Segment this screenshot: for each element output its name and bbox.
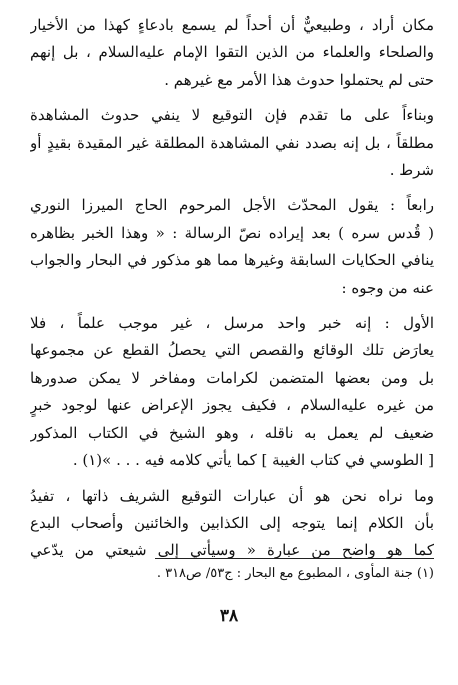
text-line: والصلحاء والعلماء من الذين التقوا الإمام عليه‌السلام ، بل إنهم	[30, 43, 434, 62]
footnote-divider	[155, 558, 434, 559]
text-line: وما نراه نحن هو أن عبارات التوقيع الشريف ذاتها ، تفيدُ	[30, 486, 434, 505]
page-number: ٣٨	[219, 606, 239, 626]
paragraph-2	[30, 102, 434, 184]
paragraph-3	[30, 192, 434, 302]
text-line: ( قُدس سره ) بعد إيراده نصّ الرسالة : « وهذا الخبر بظاهره	[30, 223, 434, 242]
text-line: حتى لم يحتملوا حدوث هذا الأمر مع غيرهم .	[164, 70, 434, 89]
text-line: الأول : إنه خبر واحد مرسل ، غير موجب علماً ، فلا	[30, 314, 434, 333]
text-line: ضعيف لم يعمل به ناقله ، وهو الشيخ في الكتاب المذكور	[30, 423, 434, 442]
text-line: يعارَض تلك الوقائع والقصص التي يحصلُ القطع عن مجموعها	[30, 341, 434, 360]
text-line: وبناءاً على ما تقدم فإن التوقيع لا ينفي حدوث المشاهدة	[30, 106, 434, 125]
footnote: (١) جنة المأوى ، المطبوع مع البحار : ج٥٣/ ص٣١٨ .	[156, 566, 434, 581]
text-line: بأن الكلام إنما يتوجه إلى الكذابين والخائنين وأصحاب البدع	[30, 513, 434, 532]
text-line: عنه من وجوه :	[341, 278, 434, 297]
paragraph-4	[30, 310, 434, 474]
text-line: من غيره عليه‌السلام ، فكيف يجوز الإعراض عنها لوجود خبرٍ	[30, 396, 434, 415]
text-line: كما هو واضح من عبارة « وسيأتي إلى شيعتي من يدّعي	[30, 541, 434, 560]
text-line: مطلقاً ، بل إنه بصدد نفي المشاهدة المطلقة غير المقيدة بقيدٍ أو	[30, 133, 434, 152]
body-text	[30, 12, 434, 565]
paragraph-5	[30, 483, 434, 565]
text-line: بل ومن بعضها المتضمن لكرامات ومفاخر لا يمكن صدورها	[30, 368, 434, 387]
text-line: رابعاً : يقول المحدّث الأجل المرحوم الحاج الميرزا النوري	[30, 196, 434, 215]
text-line: ينافي الحكايات السابقة وغيرها مما هو مذكور في البحار والجواب	[30, 251, 434, 270]
paragraph-1	[30, 12, 434, 94]
text-line: مكان أراد ، وطبيعيٌّ أن أحداً لم يسمع بادعاءٍ كهذا من الأخيار	[30, 16, 434, 34]
text-line: [ الطوسي في كتاب الغيبة ] كما يأتي كلامه فيه . . . »(١) .	[72, 451, 434, 470]
text-line: شرط .	[389, 161, 434, 180]
